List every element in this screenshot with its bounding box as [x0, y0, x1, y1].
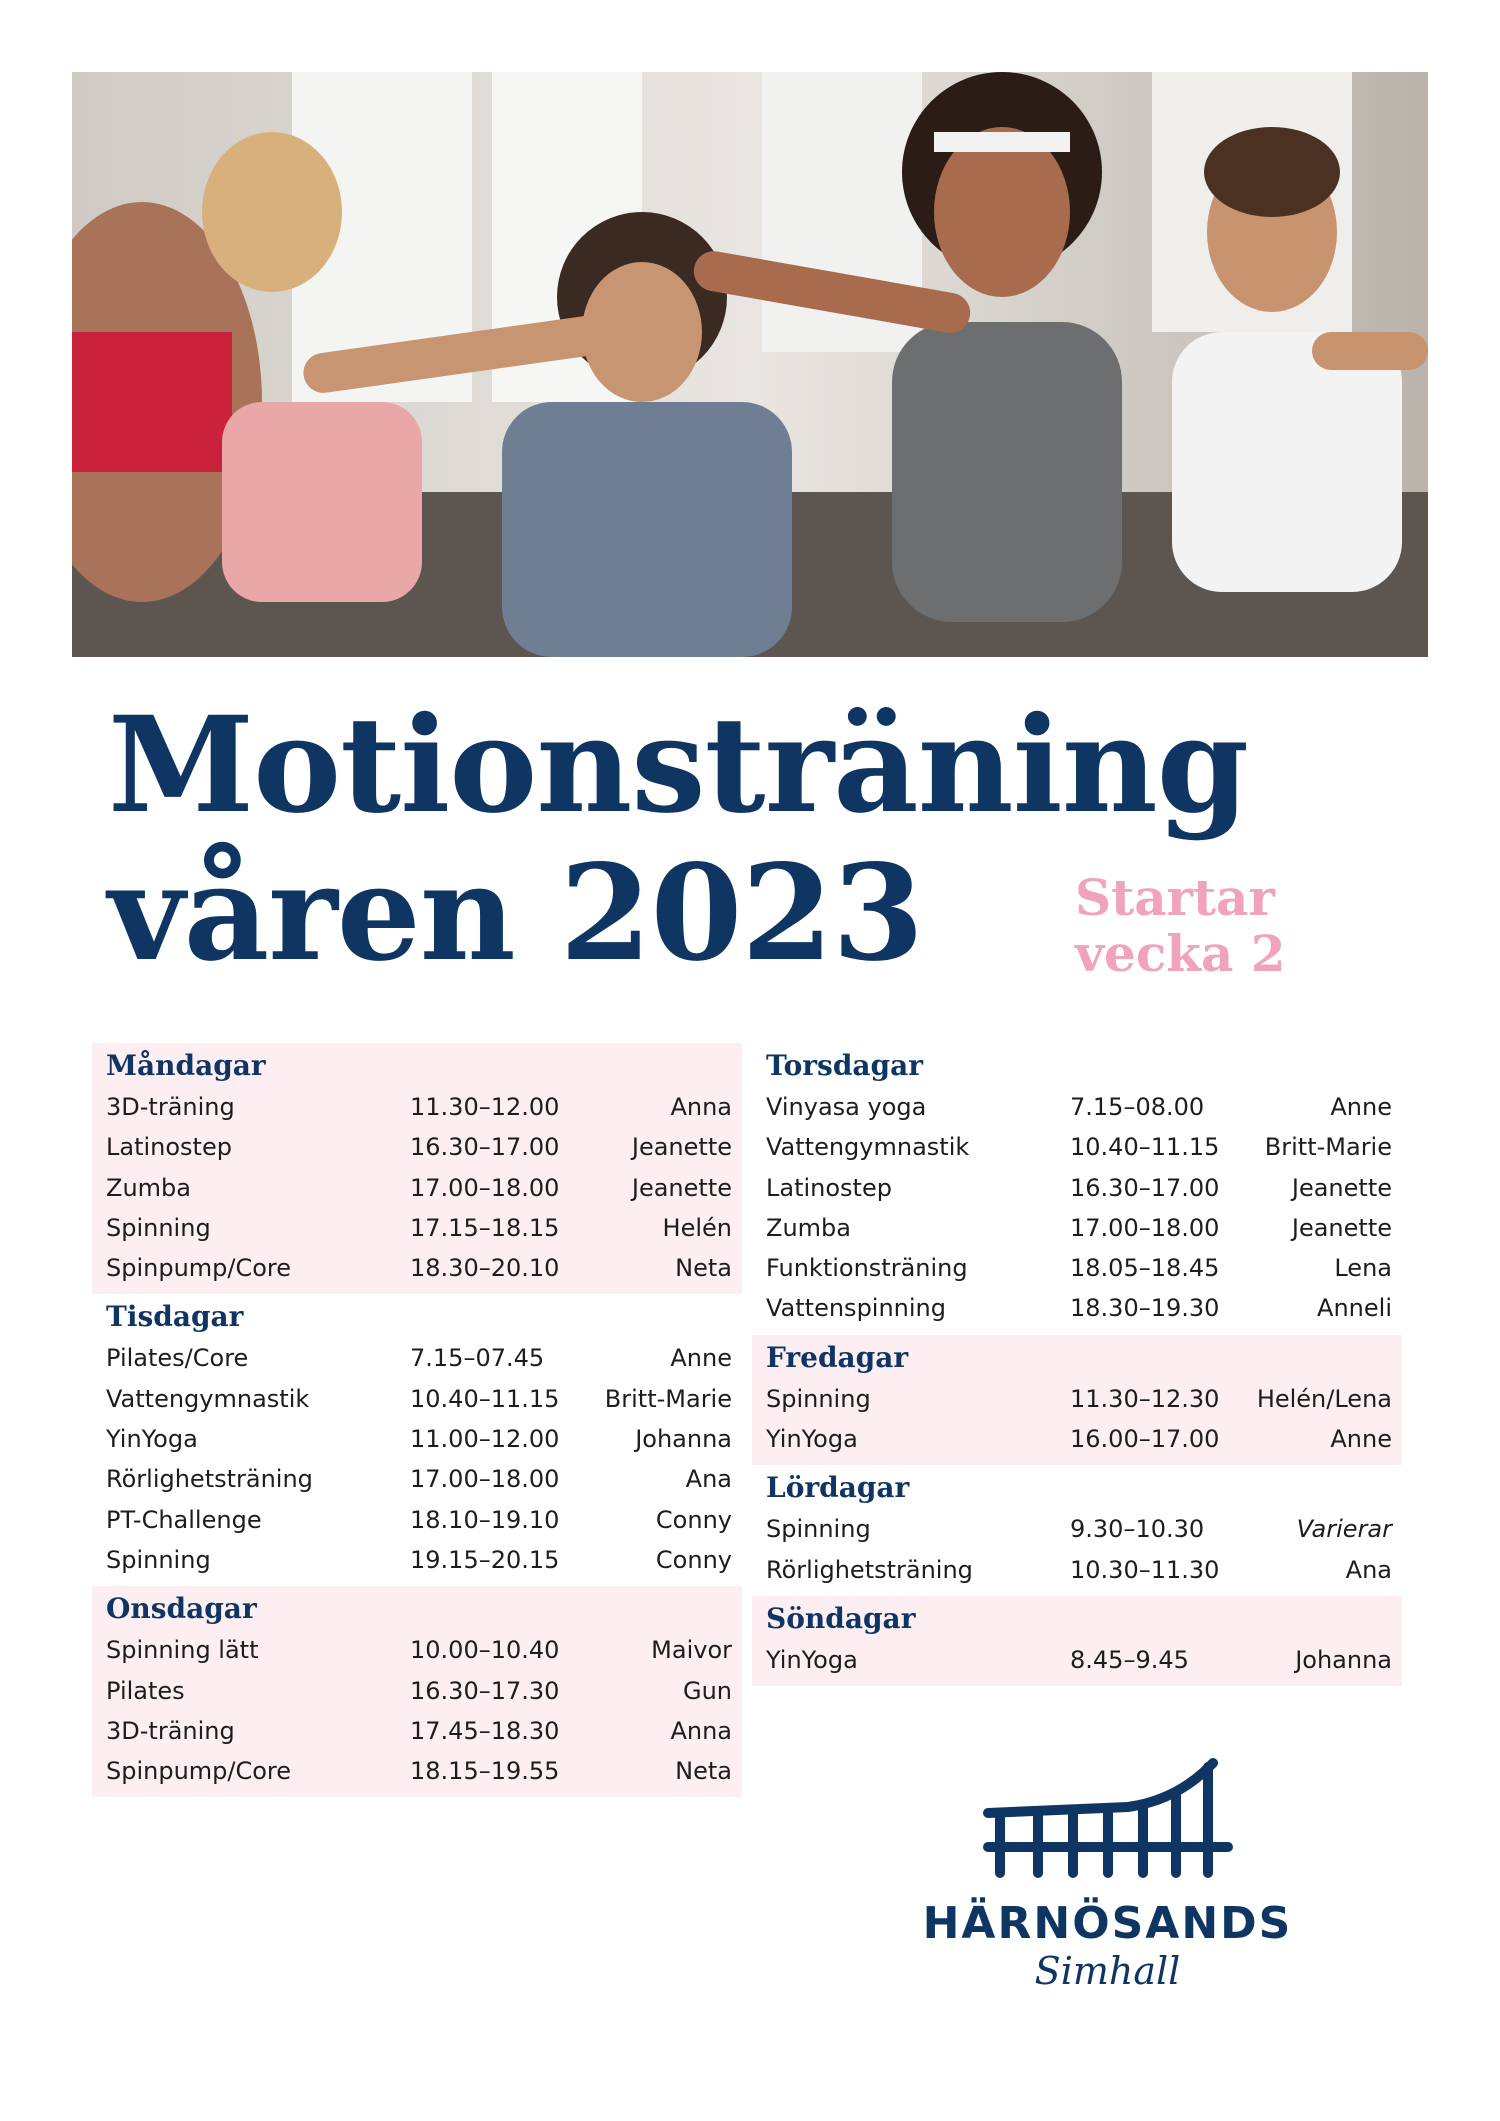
schedule-row — [766, 1419, 1392, 1459]
session-time: 17.00–18.00 — [410, 1465, 560, 1494]
day-block — [752, 1335, 1402, 1466]
schedule-row — [766, 1379, 1392, 1419]
harnosands-simhall-logo — [905, 1755, 1310, 2025]
day-title: Onsdagar — [106, 1592, 257, 1626]
activity-name: Rörlighetsträning — [106, 1465, 313, 1494]
schedule-row — [766, 1168, 1392, 1208]
day-title: Söndagar — [766, 1601, 916, 1635]
session-time: 18.30–19.30 — [1070, 1294, 1220, 1323]
activity-name: Spinpump/Core — [106, 1254, 292, 1283]
schedule-row — [106, 1087, 732, 1127]
activity-name: Latinostep — [106, 1133, 232, 1162]
instructor-name: Neta — [675, 1254, 732, 1283]
instructor-name: Britt-Marie — [604, 1384, 732, 1413]
instructor-name: Conny — [655, 1545, 732, 1574]
instructor-name: Anne — [1330, 1425, 1392, 1454]
schedule-column-right — [752, 1043, 1402, 1686]
schedule-row — [766, 1640, 1392, 1680]
activity-name: PT-Challenge — [106, 1505, 262, 1534]
activity-name: YinYoga — [106, 1425, 198, 1454]
activity-name: Spinning — [766, 1515, 871, 1544]
session-time: 8.45–9.45 — [1070, 1645, 1189, 1674]
activity-name: Spinning lätt — [106, 1636, 259, 1665]
schedule-row — [106, 1630, 732, 1670]
session-time: 10.40–11.15 — [1070, 1133, 1220, 1162]
schedule-row — [766, 1288, 1392, 1328]
schedule-row — [766, 1248, 1392, 1288]
activity-name: 3D-träning — [106, 1716, 235, 1745]
session-time: 11.30–12.30 — [1070, 1384, 1220, 1413]
activity-name: Pilates — [106, 1676, 185, 1705]
session-time: 11.00–12.00 — [410, 1425, 560, 1454]
schedule-row — [106, 1711, 732, 1751]
instructor-name: Ana — [685, 1465, 732, 1494]
session-time: 10.40–11.15 — [410, 1384, 560, 1413]
session-time: 17.00–18.00 — [1070, 1213, 1220, 1242]
day-block — [752, 1043, 1402, 1335]
schedule-row — [106, 1168, 732, 1208]
activity-name: Latinostep — [766, 1173, 892, 1202]
instructor-name: Gun — [682, 1676, 732, 1705]
session-time: 19.15–20.15 — [410, 1545, 560, 1574]
activity-name: 3D-träning — [106, 1093, 235, 1121]
instructor-name: Johanna — [635, 1425, 732, 1454]
instructor-name: Neta — [675, 1757, 732, 1786]
session-time: 10.30–11.30 — [1070, 1555, 1220, 1584]
instructor-name: Lena — [1334, 1254, 1392, 1283]
bridge-roof-icon — [978, 1755, 1238, 1890]
schedule-row — [106, 1419, 732, 1459]
activity-name: Funktionsträning — [766, 1254, 968, 1283]
instructor-name: Johanna — [1295, 1645, 1392, 1674]
subtitle-line-1: Startar — [1075, 868, 1275, 927]
session-time: 17.15–18.15 — [410, 1213, 560, 1242]
activity-name: Vattengymnastik — [106, 1384, 310, 1413]
schedule-row — [106, 1208, 732, 1248]
schedule-row — [106, 1751, 732, 1791]
activity-name: Rörlighetsträning — [766, 1555, 973, 1584]
schedule-row — [106, 1248, 732, 1288]
session-time: 18.10–19.10 — [410, 1505, 560, 1534]
activity-name: Vattengymnastik — [766, 1133, 970, 1162]
activity-name: Zumba — [106, 1173, 191, 1202]
instructor-name: Ana — [1345, 1555, 1392, 1584]
session-time: 11.30–12.00 — [410, 1093, 560, 1121]
instructor-name: Jeanette — [1291, 1173, 1392, 1202]
instructor-name: Anna — [670, 1716, 732, 1745]
day-title: Torsdagar — [766, 1049, 924, 1082]
session-time: 16.30–17.00 — [1070, 1173, 1220, 1202]
schedule-row — [106, 1671, 732, 1711]
schedule-row — [106, 1540, 732, 1580]
session-time: 17.45–18.30 — [410, 1716, 560, 1745]
session-time: 16.30–17.30 — [410, 1676, 560, 1705]
start-week-note — [1075, 870, 1286, 982]
instructor-name: Jeanette — [631, 1133, 732, 1162]
hero-photo-illustration — [72, 72, 1428, 657]
day-block — [92, 1586, 742, 1797]
day-title: Lördagar — [766, 1471, 910, 1505]
schedule-row — [106, 1500, 732, 1540]
activity-name: Spinning — [106, 1213, 211, 1242]
schedule-row — [106, 1338, 732, 1378]
instructor-name: Varierar — [1296, 1515, 1392, 1544]
session-time: 10.00–10.40 — [410, 1636, 560, 1665]
day-title: Fredagar — [766, 1340, 909, 1374]
activity-name: YinYoga — [766, 1425, 858, 1454]
session-time: 18.30–20.10 — [410, 1254, 560, 1283]
activity-name: Pilates/Core — [106, 1344, 249, 1373]
instructor-name: Helén/Lena — [1256, 1384, 1392, 1413]
session-time: 18.15–19.55 — [410, 1757, 560, 1786]
logo-name: HÄRNÖSANDS — [922, 1898, 1293, 1949]
instructor-name: Anne — [670, 1344, 732, 1373]
day-title: Tisdagar — [106, 1300, 244, 1334]
instructor-name: Conny — [655, 1505, 732, 1534]
schedule-row — [106, 1379, 732, 1419]
title-line-1: Motionsträning — [108, 688, 1249, 843]
instructor-name: Britt-Marie — [1264, 1133, 1392, 1162]
activity-name: YinYoga — [766, 1645, 858, 1674]
hero-photo — [72, 72, 1428, 657]
instructor-name: Maivor — [651, 1636, 732, 1665]
instructor-name: Jeanette — [1291, 1213, 1392, 1242]
schedule-row — [766, 1208, 1392, 1248]
session-time: 18.05–18.45 — [1070, 1254, 1220, 1283]
session-time: 9.30–10.30 — [1070, 1515, 1205, 1544]
logo-sub: Simhall — [1034, 1949, 1181, 1993]
session-time: 7.15–07.45 — [410, 1344, 545, 1373]
day-block — [752, 1596, 1402, 1686]
schedule-column-left — [92, 1043, 742, 1797]
activity-name: Spinning — [106, 1545, 211, 1574]
day-title: Måndagar — [106, 1049, 266, 1082]
schedule-row — [766, 1509, 1392, 1549]
activity-name: Spinpump/Core — [106, 1757, 292, 1786]
session-time: 17.00–18.00 — [410, 1173, 560, 1202]
schedule-row — [766, 1550, 1392, 1590]
schedule-row — [766, 1087, 1392, 1127]
instructor-name: Anne — [1330, 1093, 1392, 1121]
schedule-row — [106, 1127, 732, 1167]
day-block — [752, 1465, 1402, 1596]
instructor-name: Helén — [662, 1213, 732, 1242]
activity-name: Vinyasa yoga — [766, 1093, 927, 1121]
activity-name: Vattenspinning — [766, 1294, 946, 1323]
subtitle-line-2: vecka 2 — [1075, 924, 1286, 983]
schedule-row — [766, 1127, 1392, 1167]
day-block — [92, 1043, 742, 1294]
schedule-row — [106, 1459, 732, 1499]
activity-name: Spinning — [766, 1384, 871, 1413]
instructor-name: Jeanette — [631, 1173, 732, 1202]
instructor-name: Anna — [670, 1093, 732, 1121]
day-block — [92, 1294, 742, 1586]
title-line-2: våren 2023 — [108, 836, 924, 991]
session-time: 16.00–17.00 — [1070, 1425, 1220, 1454]
session-time: 16.30–17.00 — [410, 1133, 560, 1162]
instructor-name: Anneli — [1317, 1294, 1392, 1323]
session-time: 7.15–08.00 — [1070, 1093, 1205, 1121]
activity-name: Zumba — [766, 1213, 851, 1242]
